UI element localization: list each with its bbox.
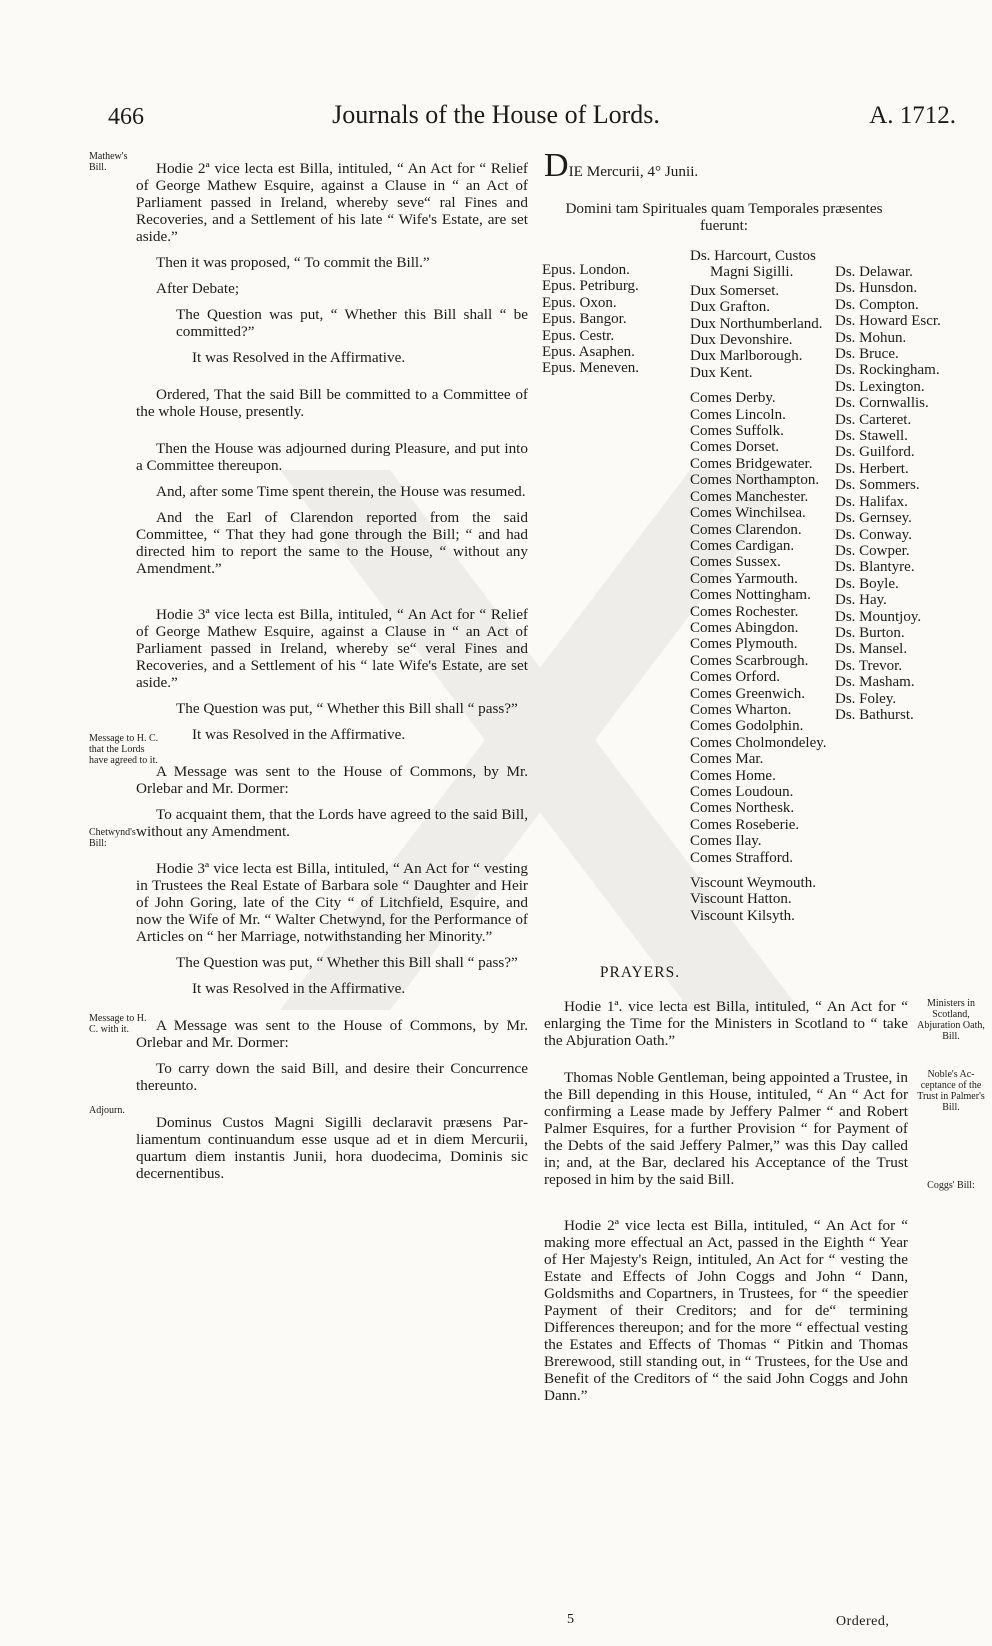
duke-entry: Dux Devonshire. (690, 332, 793, 349)
baron-entry: Ds. Carteret. (835, 411, 912, 428)
viscount-entry: Viscount Hatton. (690, 891, 792, 908)
bishop-entry: Epus. Meneven. (542, 360, 640, 377)
baron-entry: Ds. Howard Escr. (835, 313, 941, 330)
margin-note-coggs: Coggs' Bill: (927, 1180, 975, 1191)
earl-entry: Comes Godolphin. (690, 718, 804, 735)
paragraph: And the Earl of Clarendon reported from the said Committee, “ That they had gone through the Bill; “ and had directed him to report the same to the House, “ without any Amendment.” (136, 509, 528, 577)
paragraph: Thomas Noble Gentleman, being appointed a Trustee, in the Bill depending in this House, intituled, “ An “ Act for confirming a Lease made by Jeffery Palmer “ and Robert Palmer Esquires, for a further Provision “ for Payment of the Debts of the said Jeffery Palmer,” was this Day called in; and, at the Bar, declared his Acceptance of the Trust reposed in him by the said Bill. (544, 1069, 908, 1188)
baron-entry: Ds. Guilford. (835, 444, 915, 461)
paragraph: Then it was proposed, “ To commit the Bill.” (156, 254, 430, 271)
lord-keeper: Ds. Harcourt, Custos (690, 248, 816, 264)
lord-keeper-title: Magni Sigilli. (710, 264, 794, 281)
paragraph: A Message was sent to the House of Commons, by Mr. Orlebar and Mr. Dormer: (136, 1017, 528, 1051)
baron-entry: Ds. Lexington. (835, 378, 925, 395)
earl-entry: Comes Northampton. (690, 472, 820, 489)
paragraph: It was Resolved in the Affirmative. (192, 349, 406, 366)
earl-entry: Comes Orford. (690, 669, 780, 686)
baron-entry: Ds. Masham. (835, 674, 915, 691)
bishop-entry: Epus. London. (542, 262, 630, 278)
baron-entry: Ds. Mountjoy. (835, 608, 922, 625)
baron-entry: Ds. Bathurst. (835, 706, 914, 723)
baron-entry: Ds. Compton. (835, 296, 919, 313)
paragraph: To carry down the said Bill, and desire their Concurrence thereunto. (136, 1060, 528, 1094)
right-column-lower (544, 998, 908, 1404)
baron-entry: Ds. Trevor. (835, 657, 903, 674)
margin-note-ministers: Ministers in Scotland, Abjuration Oath, Bill. (917, 998, 985, 1042)
earl-entry: Comes Derby. (690, 390, 776, 407)
margin-note-message-agreed: Message to H. C. that the Lords have agreed to it. (89, 733, 159, 766)
margin-note-chetwynd-bill: Chetwynd's Bill: (89, 827, 136, 849)
earl-entry: Comes Winchilsea. (690, 505, 806, 522)
paragraph: To acquaint them, that the Lords have agreed to the said Bill, without any Amendment. (136, 806, 528, 840)
signature-mark: 5 (567, 1612, 574, 1627)
earl-entry: Comes Northesk. (690, 800, 795, 817)
paragraph: Ordered, That the said Bill be committed to a Committee of the whole House, presently. (136, 386, 528, 420)
bishop-entry: Epus. Cestr. (542, 327, 615, 344)
duke-entry: Dux Grafton. (690, 299, 770, 316)
earl-entry: Comes Suffolk. (690, 423, 784, 440)
earl-entry: Comes Scarbrough. (690, 652, 809, 669)
earl-entry: Comes Plymouth. (690, 636, 798, 653)
earl-entry: Comes Cardigan. (690, 537, 795, 554)
earl-entry: Comes Roseberie. (690, 816, 800, 833)
paragraph: The Question was put, “ Whether this Bill shall “ be committed?” (176, 306, 528, 340)
earl-entry: Comes Wharton. (690, 701, 792, 718)
paragraph: A Message was sent to the House of Commons, by Mr. Orlebar and Mr. Dormer: (136, 763, 528, 797)
page-title: Journals of the House of Lords. (332, 100, 660, 129)
earl-entry: Comes Clarendon. (690, 521, 802, 538)
date-text: IE Mercurii, 4° Junii. (568, 163, 699, 180)
page-number: 466 (108, 104, 144, 130)
baron-entry: Ds. Hunsdon. (835, 280, 918, 297)
earl-entry: Comes Ilay. (690, 833, 762, 850)
earl-entry: Comes Cholmondeley. (690, 734, 827, 751)
bishop-entry: Epus. Asaphen. (542, 344, 635, 361)
year-heading: A. 1712. (869, 102, 956, 129)
earl-entry: Comes Sussex. (690, 554, 781, 571)
paragraph: It was Resolved in the Affirmative. (192, 726, 406, 743)
viscount-entry: Viscount Kilsyth. (690, 907, 795, 924)
present-line: Domini tam Spirituales quam Temporales præsentes fuerunt: (565, 200, 883, 234)
earl-entry: Comes Loudoun. (690, 784, 794, 800)
earl-entry: Comes Manchester. (690, 488, 809, 505)
earl-entry: Comes Nottingham. (690, 587, 811, 604)
baron-entry: Ds. Gernsey. (835, 510, 912, 527)
baron-entry: Ds. Stawell. (835, 428, 908, 445)
paragraph: Hodie 2ª vice lecta est Billa, intituled, “ An Act for “ making more effectual an Act, passed in the Eighth “ Year of Her Majesty's Reign, intituled, An Act for “ vesting the Estate and Effects of John Coggs and John “ Dann, Goldsmiths and Copartners, in Trustees, for “ the speedier Payment of their Creditors; and for de“ termining Differences thereupon; and for the more “ effectual vesting the Estates and Effects of Thomas “ Pitkin and Thomas Brerewood, still standing out, in “ Trustees, for the Use and Benefit of the Creditors of “ the said John Coggs and John Dann.” (544, 1217, 908, 1404)
earl-entry: Comes Strafford. (690, 849, 794, 866)
baron-entry: Ds. Conway. (835, 526, 912, 543)
lords-list-middle (690, 248, 827, 924)
earl-entry: Comes Yarmouth. (690, 570, 798, 587)
earl-entry: Comes Home. (690, 767, 776, 784)
baron-entry: Ds. Bruce. (835, 346, 899, 363)
earl-entry: Comes Dorset. (690, 439, 780, 456)
paragraph: Dominus Custos Magni Sigilli declaravit præsens Parliamentum continuandum esse usque ad et in diem Mercurii, quartum diem instantis Junii, hora duodecima, Dominis sic decernentibus. (136, 1114, 528, 1182)
baron-entry: Ds. Burton. (835, 624, 905, 641)
duke-entry: Dux Marlborough. (690, 348, 803, 365)
duke-entry: Dux Kent. (690, 364, 753, 381)
earl-entry: Comes Mar. (690, 751, 764, 768)
prayers-heading: PRAYERS. (599, 964, 681, 981)
duke-entry: Dux Northumberland. (690, 315, 823, 332)
earl-entry: Comes Lincoln. (690, 406, 786, 423)
earl-entry: Comes Rochester. (690, 603, 799, 620)
bishop-entry: Epus. Oxon. (542, 294, 617, 311)
paragraph: And, after some Time spent therein, the House was resumed. (156, 483, 526, 500)
margin-note-message-with-it: Message to H. C. with it. (89, 1013, 147, 1035)
duke-entry: Dux Somerset. (690, 282, 780, 299)
baron-entry: Ds. Mansel. (835, 641, 908, 658)
baron-entry: Ds. Sommers. (835, 477, 920, 494)
baron-entry: Ds. Herbert. (835, 460, 909, 477)
baron-entry: Ds. Halifax. (835, 493, 908, 510)
bishops-list (542, 262, 639, 377)
viscount-entry: Viscount Weymouth. (690, 875, 816, 892)
paragraph: The Question was put, “ Whether this Bill shall “ pass?” (176, 700, 518, 717)
margin-note-noble: Noble's Acceptance of the Trust in Palmer's Bill. (917, 1069, 985, 1113)
baron-entry: Ds. Hay. (835, 592, 887, 609)
paragraph: Hodie 3ª vice lecta est Billa, intituled, “ An Act for “ Relief of George Mathew Esquire, against a Clause in “ an Act of Parliament passed in Ireland, whereby se“ veral Fines and Recoveries, and a Settlement of his “ late Wife's Estate, are set aside.” (136, 606, 528, 691)
baron-entry: Ds. Cowper. (835, 542, 910, 559)
bishop-entry: Epus. Petriburg. (542, 278, 639, 295)
paragraph: It was Resolved in the Affirmative. (192, 980, 406, 997)
left-column (136, 160, 528, 1182)
margin-note-adjourn: Adjourn. (89, 1105, 125, 1116)
earl-entry: Comes Bridgewater. (690, 455, 813, 472)
baron-entry: Ds. Delawar. (835, 264, 913, 280)
baron-entry: Ds. Blantyre. (835, 559, 915, 576)
paragraph: The Question was put, “ Whether this Bill shall “ pass?” (176, 954, 518, 971)
margin-note-mathew-bill: Mathew's Bill. (89, 151, 128, 173)
paragraph: Hodie 1ª. vice lecta est Billa, intituled, “ An Act for “ enlarging the Time for the Ministers in Scotland to “ take the Abjuration Oath.” (544, 998, 908, 1049)
baron-entry: Ds. Foley. (835, 690, 897, 707)
paragraph: Then the House was adjourned during Pleasure, and put into a Committee thereupon. (136, 440, 528, 474)
baron-entry: Ds. Boyle. (835, 575, 899, 592)
bishop-entry: Epus. Bangor. (542, 311, 627, 328)
paragraph: After Debate; (156, 280, 240, 297)
paragraph: Hodie 3ª vice lecta est Billa, intituled, “ An Act for “ vesting in Trustees the Real Estate of Barbara sole “ Daughter and Heir of John Goring, late of the City “ of Litchfield, Esquire, and now the Wife of Mr. “ Walter Chetwynd, for the Performance of Articles on “ her Marriage, notwithstanding her Minority.” (136, 860, 528, 945)
drop-cap: D (544, 147, 569, 184)
date-heading (544, 147, 908, 184)
baron-entry: Ds. Rockingham. (835, 362, 940, 379)
earl-entry: Comes Abingdon. (690, 619, 799, 636)
catchword: Ordered, (836, 1614, 890, 1629)
paragraph: Hodie 2ª vice lecta est Billa, intituled, “ An Act for “ Relief of George Mathew Esquire, against a Clause in “ an Act of Parliament passed in Ireland, whereby seve“ ral Fines and Recoveries, and a Settlement of his late “ Wife's Estate, are set aside.” (136, 160, 528, 245)
baron-entry: Ds. Cornwallis. (835, 395, 929, 412)
earl-entry: Comes Greenwich. (690, 685, 805, 702)
baron-entry: Ds. Mohun. (835, 329, 907, 346)
barons-list (835, 264, 941, 723)
